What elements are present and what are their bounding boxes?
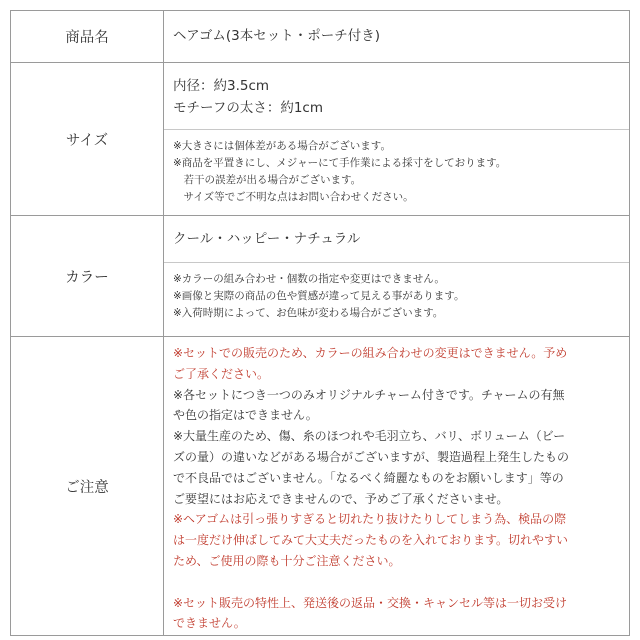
color-value-cell [164, 216, 629, 262]
size-values-cell [164, 63, 629, 129]
product-name-row [11, 11, 629, 62]
caution-paragraph [173, 426, 619, 509]
caution-row [11, 336, 629, 635]
size-notes-cell [164, 129, 629, 216]
product-name-label: 商品名 [11, 11, 164, 62]
color-note: ※カラーの組み合わせ・個数の指定や変更はできません。 [173, 273, 445, 285]
caution-line: ※セットでの販売のため、カラーの組み合わせの変更はできません。予め [173, 346, 568, 360]
caution-line: ズの量）の違いなどがある場合がございますが、製造過程上発生したもの [173, 449, 570, 464]
color-note: ※画像と実際の商品の色や質感が違って見える事があります。 [173, 290, 465, 302]
caution-warning-paragraph [173, 509, 619, 571]
caution-line: ため、ご使用の際も十分ご注意ください。 [173, 553, 401, 568]
caution-line: ※ヘアゴムは引っ張りすぎると切れたり抜けたりしてしまう為、検品の際 [173, 512, 567, 527]
caution-line: ※大量生産のため、傷、糸のほつれや毛羽立ち、バリ、ボリューム（ビー [173, 429, 566, 444]
caution-body [164, 337, 629, 634]
color-note: ※入荷時期によって、お色味が変わる場合がございます。 [173, 307, 444, 319]
product-name-cell [164, 11, 629, 62]
caution-label: ご注意 [11, 337, 164, 635]
caution-warning-paragraph [173, 343, 619, 385]
caution-line: ※各セットにつき一つのみオリジナルチャーム付きです。チャームの有無 [173, 387, 565, 402]
size-note: 若干の誤差が出る場合がございます。 [173, 174, 362, 186]
caution-line: ※セット販売の特性上、発送後の返品・交換・キャンセル等は一切お受け [173, 595, 568, 610]
paragraph-gap [173, 572, 619, 593]
size-notes [164, 130, 629, 206]
caution-line: は一度だけ伸ばしてみて大丈夫だったものを入れております。切れやすい [173, 533, 569, 548]
size-values [164, 63, 629, 119]
color-row [11, 215, 629, 337]
caution-line: で不良品ではございません。「なるべく綺麗なものをお願いします」等の [173, 470, 564, 485]
size-note: サイズ等でご不明な点はお問い合わせください。 [173, 191, 414, 203]
caution-warning-paragraph [173, 593, 619, 635]
size-note: ※商品を平置きにし、メジャーにて手作業による採寸をしております。 [173, 157, 507, 169]
caution-cell [164, 337, 629, 635]
caution-line: できません。 [173, 616, 246, 631]
size-label: サイズ [11, 63, 164, 216]
color-notes-cell [164, 262, 629, 337]
caution-line: ご了承ください。 [173, 366, 270, 381]
product-name-value: ヘアゴム(3本セット・ポーチ付き) [173, 28, 381, 44]
size-note: ※大きさには個体差がある場合がございます。 [173, 140, 391, 152]
color-label: カラー [11, 216, 164, 337]
caution-paragraph [173, 385, 619, 427]
motif-thickness: モチーフの太さ：約1cm [173, 100, 323, 116]
caution-line: ご要望にはお応えできませんので、予めご了承くださいませ。 [173, 491, 509, 506]
color-notes [164, 263, 629, 322]
size-row [11, 62, 629, 216]
caution-line: や色の指定はできません。 [173, 408, 318, 423]
product-spec-table [10, 10, 630, 636]
color-value: クール・ハッピー・ナチュラル [173, 231, 361, 247]
inner-diameter: 内径：約3.5cm [173, 78, 270, 94]
